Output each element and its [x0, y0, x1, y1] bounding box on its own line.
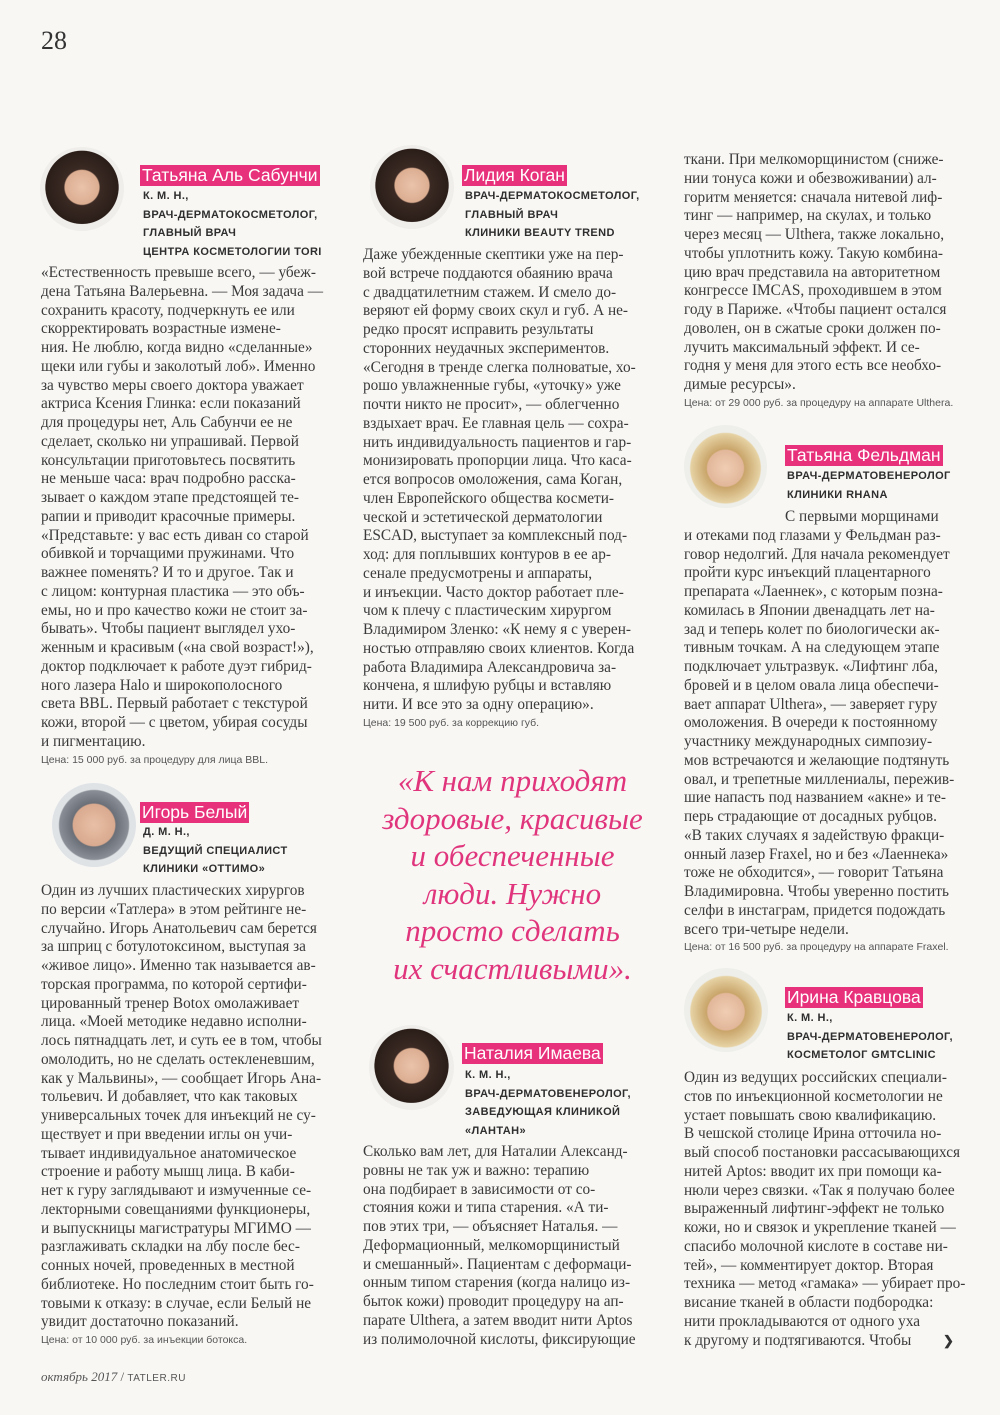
footer-issue-date: октябрь 2017: [41, 1369, 118, 1384]
body-text-line: дена Татьяна Валерьевна. — Моя задача —: [41, 282, 323, 300]
body-text-line: стояния кожи и типа старения. «А ти-: [363, 1199, 609, 1217]
body-text-line: лекторными совещаниями функционеры,: [41, 1200, 311, 1218]
footer-site-link[interactable]: TATLER.RU: [127, 1373, 186, 1384]
doctor-credential: ГЛАВНЫЙ ВРАЧ: [465, 208, 559, 221]
body-text-line: шие напасть под названием «акне» и те-: [684, 789, 946, 807]
body-text-line: пройти курс инъекций плацентарного: [684, 564, 931, 582]
body-text-line: не меньше часа: врач подробно расска-: [41, 470, 296, 488]
body-text-line: быток кожи) проводит процедуру на ап-: [363, 1293, 624, 1310]
pull-quote-line: их счастливыми».: [393, 950, 632, 986]
doctor-credential: КЛИНИКИ RHANA: [787, 488, 888, 501]
pull-quote-line: люди. Нужно: [423, 875, 602, 911]
pull-quote-line: здоровые, красивые: [382, 800, 643, 836]
doctor-credential: ВРАЧ-ДЕРМАТОВЕНЕРОЛОГ: [787, 470, 951, 482]
body-text-line: тей», — комментирует доктор. Вторая: [684, 1256, 934, 1274]
body-text-line: актриса Ксения Глинка: если показаний: [41, 395, 301, 413]
body-text-line: лучить максимальный эффект. И се-: [684, 338, 920, 356]
body-text-line: рапии и приводит красочные примеры.: [41, 507, 296, 525]
body-text-line: стов по инъекционной косметологии не: [684, 1087, 943, 1105]
doctor-portrait-photo: [40, 147, 124, 231]
doctor-credential: К. М. Н.,: [143, 190, 189, 202]
body-text-line: доктор подключает к работе дуэт гибрид-: [41, 657, 312, 675]
body-text-line: ного лазера Halo и широкополосного: [41, 676, 283, 694]
body-text-line: через месяц — Ulthera, также локально,: [684, 226, 945, 243]
body-text-line: монизировать пропорции лица. Что каса-: [363, 452, 632, 470]
body-text-line: говор недолгий. Для начала рекомендует: [684, 545, 950, 563]
body-text-line: цированный тренер Botox омолаживает: [41, 994, 300, 1012]
body-text-line: нить индивидуальность пациентов и гар-: [363, 433, 632, 451]
body-text-line: выраженный лифтинг-эффект не только: [684, 1200, 945, 1218]
body-text-line: горитм меняется: сначала нитевой лиф-: [684, 188, 943, 206]
body-text-line: доволен, он в сжатые сроки должен по-: [684, 319, 941, 337]
body-text-line: кожи, но и связок и укрепление тканей —: [684, 1219, 956, 1236]
body-text-line: бывать». Чтобы пациент выглядел ухо-: [41, 620, 296, 638]
doctor-credential: «ЛАНТАН»: [465, 1124, 526, 1137]
body-text-line: чом к плечу с пластическим хирургом: [363, 602, 612, 620]
body-text-line: тывает индивидуальное анатомическое: [41, 1144, 297, 1162]
body-text-line: овал, и трепетные миллениалы, пережив-: [684, 770, 955, 788]
body-text-line: сторонних неудачных экспериментов.: [363, 339, 610, 357]
body-text-line: универсальных точек для инъекций не су-: [41, 1107, 316, 1124]
body-text-line: зывает о каждом этапе предстоящей те-: [41, 489, 299, 506]
body-text-line: С первыми морщинами: [785, 508, 939, 525]
body-text-line: с двадцатилетним стажем. И смело до-: [363, 283, 617, 301]
body-text-line: случайно. Игорь Анатольевич сам берется: [41, 919, 317, 937]
body-text-line: «живое лицо». Именно так называется ав-: [41, 957, 316, 974]
body-text-line: комилась в Японии двенадцать лет на-: [684, 601, 935, 619]
doctor-credential: К. М. Н.,: [787, 1012, 833, 1024]
doctor-name: Татьяна Фельдман: [787, 445, 941, 465]
body-text-line: нитей Aptos: вводит их при помощи ка-: [684, 1162, 942, 1180]
body-text-line: Сколько вам лет, для Наталии Александ-: [363, 1143, 628, 1160]
body-text-line: ткани. При мелкоморщинистом (сниже-: [684, 151, 944, 168]
body-text-line: к другому и подтягиваются. Чтобы: [684, 1331, 912, 1349]
price-note: Цена: 19 500 руб. за коррекцию губ.: [363, 716, 540, 729]
body-text-line: нюли через связки. «Так я получаю более: [684, 1181, 955, 1199]
body-text-line: с лицом: контурная пластика — это объ-: [41, 582, 305, 600]
body-text-line: вает аппарат Ulthera», — заверяет гуру: [684, 695, 938, 713]
footer-separator: /: [120, 1369, 125, 1384]
body-text-line: вой встрече поддаются обаянию врача: [363, 264, 613, 282]
doctor-credential: ГЛАВНЫЙ ВРАЧ: [143, 227, 237, 239]
doctor-credential: КЛИНИКИ BEAUTY TREND: [465, 227, 615, 239]
doctor-credential: ВРАЧ-ДЕРМАТОВЕНЕРОЛОГ,: [465, 1087, 631, 1100]
body-text-line: омолодить, но не сделать остекленевшим,: [41, 1050, 315, 1068]
body-text-line: подключает ультразвук. «Лифтинг лба,: [684, 658, 938, 675]
body-text-line: сохранить красоту, подчеркнуть ее или: [41, 301, 295, 319]
body-text-line: обивкой и торчащими пружинами. Что: [41, 545, 295, 563]
page-footer: [41, 1369, 186, 1385]
body-text-line: и смешанный». Пациентам с деформаци-: [363, 1255, 632, 1273]
doctor-credential: КЛИНИКИ «ОТТИМО»: [143, 863, 266, 875]
body-text-line: тольевич. И добавляет, что как таковых: [41, 1088, 298, 1106]
body-text-line: работа Владимира Александровича за-: [363, 658, 617, 676]
body-text-line: член Европейского общества космети-: [363, 489, 615, 507]
body-text-line: сонных ночей, проведенных в местной: [41, 1257, 295, 1274]
body-text-line: по версии «Татлера» в этом рейтинге не-: [41, 900, 307, 918]
body-text-line: за чувство меры своего доктора уважает: [41, 376, 304, 394]
doctor-name: Ирина Кравцова: [787, 987, 921, 1007]
body-text-line: вый способ постановки рассасывающихся: [684, 1144, 961, 1161]
body-text-line: «Естественность превыше всего, — убеж-: [41, 264, 316, 281]
body-text-line: зад и теперь колет по биологически ак-: [684, 620, 940, 638]
body-text-line: всего три-четыре недели.: [684, 920, 849, 938]
doctor-name: Татьяна Аль Сабунчи: [142, 165, 318, 185]
doctor-credential: ВРАЧ-ДЕРМАТОКОСМЕТОЛОГ,: [465, 190, 640, 202]
body-text-line: щеки или губы и заколотый лоб». Именно: [41, 357, 316, 375]
doctor-portrait-photo: [369, 1025, 454, 1110]
body-text-line: устает повышать свою квалификацию.: [684, 1106, 937, 1124]
body-text-line: и пигментацию.: [41, 732, 146, 750]
pull-quote-line: «К нам приходят: [397, 763, 628, 798]
body-text-line: редко просят исправить результаты: [363, 321, 594, 338]
body-text-line: цию врач представила на авторитетном: [684, 263, 941, 281]
body-text-line: ESCAD, выступает за комплексный под-: [363, 527, 628, 545]
body-text-line: важнее поменять? И то и другое. Так и: [41, 564, 294, 581]
body-text-line: вздыхает врач. Ее главная цель — сохра-: [363, 414, 629, 432]
doctor-credential: Д. М. Н.,: [143, 826, 190, 838]
body-text-line: товыми к отказу: в случае, если Белый не: [41, 1294, 312, 1312]
body-text-line: для процедуры нет, Аль Сабунчи ее не: [41, 414, 293, 431]
body-text-line: препарата «Лаеннек», с которым позна-: [684, 583, 943, 600]
body-text-line: тивным точкам. А на следующем этапе: [684, 639, 940, 657]
price-note: Цена: от 10 000 руб. за инъекции ботокса.: [41, 1334, 248, 1346]
body-text-line: тоже не обходится», — говорит Татьяна: [684, 864, 944, 882]
body-text-line: онный лазер Fraxel, но и без «Лаеннека»: [684, 845, 949, 863]
pull-quote: [360, 762, 665, 987]
body-text-line: ческой и эстетической дерматологии: [363, 508, 603, 526]
body-text-line: и отеками под глазами у Фельдман раз-: [684, 526, 941, 544]
body-text-line: селфи в инстаграм, придется подождать: [684, 901, 946, 919]
body-text-line: году в Париже. «Чтобы пациент остался: [684, 301, 947, 318]
doctor-credential: ВЕДУЩИЙ СПЕЦИАЛИСТ: [143, 844, 288, 857]
body-text-line: консультации приготовьтесь посвятить: [41, 451, 296, 469]
body-text-line: как у Мальвины», — сообщает Игорь Ана-: [41, 1069, 322, 1087]
body-text-line: Деформационный, мелкоморщинистый: [363, 1236, 620, 1254]
body-text-line: из полимолочной кислоты, фиксирующие: [363, 1330, 636, 1348]
body-text-line: перь страдающие от досадных рубцов.: [684, 808, 937, 825]
doctor-credential: ЦЕНТРА КОСМЕТОЛОГИИ TORI: [143, 245, 322, 258]
body-text-line: ется вопросов омоложения, сама Коган,: [363, 471, 623, 488]
body-text-line: пов этих три, — объясняет Наталья. —: [363, 1218, 618, 1235]
body-text-line: за шприц с ботулотоксином, выступая за: [41, 938, 306, 956]
body-text-line: «Представьте: у вас есть диван со старой: [41, 526, 309, 544]
body-text-line: омоложения. В очереди к постоянному: [684, 714, 938, 732]
body-text-line: лось пятнадцать лет, и суть ее в том, чтобы: [41, 1032, 322, 1049]
body-text-line: конгрессе IMCAS, проходившем в этом: [684, 282, 942, 300]
body-text-line: торская программа, по которой сертифи-: [41, 975, 307, 993]
body-text-line: бровей и в целом овала лица обеспечи-: [684, 676, 939, 694]
body-text-line: лица. «Моей методике недавно исполни-: [41, 1013, 307, 1031]
body-text-line: техника — метод «гамака» — убирает про-: [684, 1275, 966, 1293]
body-text-line: веряют ей форму своих скул и губ. А не-: [363, 302, 629, 320]
pull-quote-line: и обеспеченные: [410, 838, 615, 873]
body-text-line: ностью отправляю своих клиентов. Когда: [363, 639, 635, 657]
body-text-line: чтобы уплотнить кожу. Такую комбина-: [684, 244, 944, 262]
body-text-line: спасибо молочной кислоте в составе ни-: [684, 1237, 948, 1255]
body-text-line: нет к гуру заглядывают и измученные се-: [41, 1182, 312, 1199]
body-text-line: кожи, второй — с цветом, убирая сосуды: [41, 714, 308, 731]
body-text-line: света BBL. Первый работает с текстурой: [41, 695, 308, 713]
body-text-line: сделает, сколько ни упрашивай. Первой: [41, 432, 299, 450]
body-text-line: тинг — например, на скулах, и только: [684, 207, 932, 225]
doctor-portrait-photo: [52, 783, 136, 867]
body-text-line: участнику международных симпозиу-: [684, 733, 933, 750]
body-text-line: парате Ulthera, а затем вводит нити Aptos: [363, 1311, 633, 1329]
body-text-line: она подбирает в зависимости от со-: [363, 1180, 596, 1198]
doctor-credential: ВРАЧ-ДЕРМАТОВЕНЕРОЛОГ,: [787, 1030, 953, 1043]
body-text-line: димые ресурсы».: [684, 376, 796, 393]
body-text-line: кончена, я шлифую рубцы и вставляю: [363, 677, 612, 695]
body-text-line: нити прокладываются от одного уха: [684, 1312, 921, 1330]
body-text-line: увидит достаточно показаний.: [41, 1313, 239, 1331]
price-note: Цена: от 29 000 руб. за процедуру на аппарате Ulthera.: [684, 396, 954, 409]
doctor-credential: К. М. Н.,: [465, 1069, 511, 1081]
price-note: Цена: от 16 500 руб. за процедуру на аппарате Fraxel.: [684, 941, 949, 954]
body-text-line: В чешской столице Ирина отточила но-: [684, 1125, 942, 1143]
body-text-line: ния. Не люблю, когда видно «сделанные»: [41, 339, 313, 356]
doctor-portrait-photo: [684, 425, 767, 508]
body-text-line: нии тонуса кожи и обезвоживании) ал-: [684, 169, 937, 187]
doctor-name: Наталия Имаева: [464, 1043, 601, 1063]
body-text-line: висание тканей в области подбородка:: [684, 1294, 934, 1311]
body-text-line: рошо увлажненные губы, «уточку» уже: [363, 377, 621, 395]
body-text-line: и выпускницы магистратуры МГИМО —: [41, 1219, 311, 1237]
doctor-portrait-photo: [370, 145, 454, 229]
body-text-line: Один из ведущих российских специали-: [684, 1069, 947, 1086]
body-text-line: почти никто не просит», — облегченно: [363, 396, 620, 413]
body-text-line: «Сегодня в тренде слегка полноватые, хо-: [363, 358, 636, 376]
body-text-line: Один из лучших пластических хирургов: [41, 882, 305, 899]
doctor-credential: КОСМЕТОЛОГ GMTCLINIC: [787, 1049, 936, 1061]
body-text-line: «В таких случаях я задействую фракци-: [684, 826, 945, 844]
body-text-line: библиотеке. Но последним стоит быть го-: [41, 1275, 314, 1293]
body-text-line: ществует и при введении иглы он учи-: [41, 1125, 293, 1143]
body-text-line: емы, но и про качество кожи не стоит за-: [41, 601, 308, 619]
price-note: Цена: 15 000 руб. за процедуру для лица BBL.: [41, 753, 269, 766]
body-text-line: сенале предусмотрены и аппараты,: [363, 564, 593, 582]
page-number: 28: [41, 26, 67, 55]
doctor-name: Лидия Коган: [464, 165, 565, 185]
body-text-line: разглаживать складки на лбу после бес-: [41, 1238, 300, 1256]
body-text-line: Владимировна. Чтобы уверенно постить: [684, 883, 949, 900]
doctor-credential: ВРАЧ-ДЕРМАТОКОСМЕТОЛОГ,: [143, 208, 318, 221]
body-text-line: мов встречаются и желающие подтянуть: [684, 751, 950, 769]
body-text-line: Даже убежденные скептики уже на пер-: [363, 246, 624, 263]
body-text-line: женным и красивым («на свой возраст!»),: [41, 639, 314, 656]
doctor-name: Игорь Белый: [142, 802, 248, 822]
body-text-line: строение и работу мышц лица. В каби-: [41, 1163, 295, 1181]
body-text-line: онным типом старения (когда налицо из-: [363, 1274, 631, 1292]
body-text-line: ход: для поплывших контуров в ее ар-: [363, 546, 611, 563]
doctor-credential: ЗАВЕДУЮЩАЯ КЛИНИКОЙ: [465, 1106, 621, 1118]
pull-quote-line: просто сделать: [405, 913, 620, 948]
body-text-line: и инъекции. Часто доктор работает пле-: [363, 583, 624, 601]
body-text-line: годня у меня для этого есть все необхо-: [684, 357, 942, 375]
continue-arrow-icon: ❯: [943, 1332, 954, 1348]
body-text-line: Владимиром Зленко: «К нему я с уверен-: [363, 621, 631, 638]
doctor-portrait-photo: [684, 968, 768, 1052]
body-text-line: скорректировать возрастные измене-: [41, 320, 281, 338]
body-text-line: ровны не так уж и важно: терапию: [363, 1161, 590, 1179]
body-text-line: нити. И все это за одну операцию».: [363, 696, 594, 713]
